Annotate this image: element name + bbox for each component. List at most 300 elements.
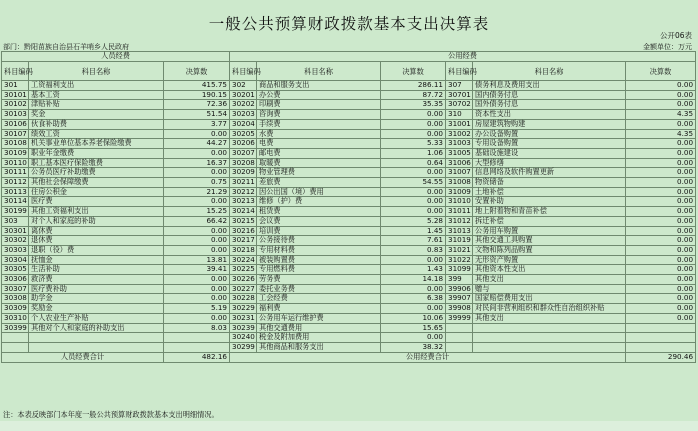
table-row: [2, 323, 696, 333]
cell-amount: 0.00: [381, 110, 446, 120]
cell-amount: 0.00: [381, 333, 446, 343]
cell-code: 399: [446, 275, 473, 285]
cell-amount: 72.36: [164, 100, 230, 110]
cell-amount: 15.65: [381, 323, 446, 333]
cell-code: 30215: [230, 216, 257, 226]
cell-amount: 0.00: [626, 100, 696, 110]
cell-code: 30107: [2, 129, 29, 139]
cell-amount: 0.00: [626, 304, 696, 314]
cell-amount: 0.00: [626, 207, 696, 217]
cell-code: 31012: [446, 216, 473, 226]
cell-amount: 51.54: [164, 110, 230, 120]
cell-amount: 1.43: [381, 265, 446, 275]
table-row: [2, 158, 696, 168]
cell-amount: 5.19: [164, 304, 230, 314]
cell-amount: 44.27: [164, 139, 230, 149]
cell-name: 对个人和家庭的补助: [29, 216, 164, 226]
cell-name: 维修（护）费: [257, 197, 381, 207]
table-row: [2, 255, 696, 265]
cell-code: 30207: [230, 148, 257, 158]
cell-amount: 0.00: [164, 129, 230, 139]
cell-name: 资本性支出: [473, 110, 626, 120]
personnel-total-value: 482.16: [164, 352, 230, 362]
cell-code: 30307: [2, 284, 29, 294]
cell-amount: 0.00: [381, 119, 446, 129]
cell-amount: [164, 342, 230, 352]
amount-unit: 金额单位：万元: [643, 43, 692, 51]
cell-code: 30240: [230, 333, 257, 343]
cell-name: 安置补助: [473, 197, 626, 207]
cell-amount: 4.35: [626, 129, 696, 139]
cell-name: 对民间非营利组织和群众性自治组织补贴: [473, 304, 626, 314]
cell-amount: 0.00: [381, 255, 446, 265]
cell-amount: 0.00: [164, 284, 230, 294]
cell-name: 被装购置费: [257, 255, 381, 265]
table-row: [2, 304, 696, 314]
cell-amount: 0.00: [626, 255, 696, 265]
cell-amount: 0.00: [626, 90, 696, 100]
cell-code: 30201: [230, 90, 257, 100]
cell-amount: 0.00: [626, 265, 696, 275]
cell-amount: 0.00: [381, 168, 446, 178]
cell-name: 商品和服务支出: [257, 81, 381, 91]
cell-name: 电费: [257, 139, 381, 149]
cell-amount: 0.00: [164, 275, 230, 285]
cell-code: 31009: [446, 187, 473, 197]
cell-code: 31022: [446, 255, 473, 265]
cell-name: 津贴补贴: [29, 100, 164, 110]
cell-name: 赠与: [473, 284, 626, 294]
table-row: [2, 90, 696, 100]
cell-code: 30208: [230, 158, 257, 168]
cell-name: 福利费: [257, 304, 381, 314]
cell-code: 31019: [446, 236, 473, 246]
cell-code: 31006: [446, 158, 473, 168]
cell-name: 基本工资: [29, 90, 164, 100]
table-row: [2, 197, 696, 207]
cell-name: 专用材料费: [257, 245, 381, 255]
cell-code: 31005: [446, 148, 473, 158]
cell-name: 因公出国（境）费用: [257, 187, 381, 197]
cell-name: 公务接待费: [257, 236, 381, 246]
col-amount-header: 决算数: [164, 62, 230, 81]
department-label: 部门：黔阳苗族自治县石羊哨乡人民政府: [3, 43, 129, 51]
cell-name: 其他交通工具购置: [473, 236, 626, 246]
cell-code: [446, 342, 473, 352]
cell-name: 公务员医疗补助缴费: [29, 168, 164, 178]
cell-amount: 0.00: [164, 197, 230, 207]
cell-code: [446, 333, 473, 343]
cell-code: 30310: [2, 313, 29, 323]
cell-code: 30701: [446, 90, 473, 100]
cell-amount: 0.00: [381, 129, 446, 139]
cell-name: 地上附着物和青苗补偿: [473, 207, 626, 217]
table-row: [2, 207, 696, 217]
cell-amount: 0.00: [626, 245, 696, 255]
table-row: [2, 168, 696, 178]
cell-amount: 21.29: [164, 187, 230, 197]
cell-name: 其他资本性支出: [473, 265, 626, 275]
cell-name: 伙食补助费: [29, 119, 164, 129]
col-code-header: 科目编码: [230, 62, 257, 81]
cell-code: [2, 342, 29, 352]
cell-name: 其他支出: [473, 313, 626, 323]
cell-code: 30209: [230, 168, 257, 178]
cell-amount: 87.72: [381, 90, 446, 100]
table-row: [2, 284, 696, 294]
cell-amount: [626, 323, 696, 333]
cell-amount: 0.00: [164, 245, 230, 255]
table-row: [2, 187, 696, 197]
cell-name: 其他工资福利支出: [29, 207, 164, 217]
cell-code: 30239: [230, 323, 257, 333]
cell-amount: 0.00: [626, 275, 696, 285]
cell-name: 离休费: [29, 226, 164, 236]
cell-name: 邮电费: [257, 148, 381, 158]
cell-code: 30229: [230, 304, 257, 314]
cell-amount: 0.00: [164, 168, 230, 178]
cell-code: 30224: [230, 255, 257, 265]
cell-code: 30702: [446, 100, 473, 110]
cell-name: 专用燃料费: [257, 265, 381, 275]
cell-amount: 0.00: [626, 294, 696, 304]
cell-code: 30212: [230, 187, 257, 197]
cell-name: 物资储备: [473, 178, 626, 188]
table-note: 注：本表反映部门本年度一般公共预算财政拨款基本支出明细情况。: [3, 410, 219, 419]
cell-amount: 0.00: [381, 207, 446, 217]
cell-code: 30101: [2, 90, 29, 100]
cell-code: 31003: [446, 139, 473, 149]
cell-amount: 0.83: [381, 245, 446, 255]
expenditure-table: [1, 51, 696, 363]
cell-name: 其他商品和服务支出: [257, 342, 381, 352]
cell-amount: 0.00: [381, 197, 446, 207]
cell-amount: 286.11: [381, 81, 446, 91]
cell-name: 职工基本医疗保险缴费: [29, 158, 164, 168]
cell-amount: 415.75: [164, 81, 230, 91]
cell-code: 302: [230, 81, 257, 91]
cell-name: 医疗费补助: [29, 284, 164, 294]
cell-name: 物业管理费: [257, 168, 381, 178]
cell-name: 信息网络及软件购置更新: [473, 168, 626, 178]
cell-amount: 0.00: [626, 168, 696, 178]
cell-amount: 0.00: [164, 226, 230, 236]
cell-amount: 0.00: [626, 197, 696, 207]
cell-name: 工会经费: [257, 294, 381, 304]
public-group-header: 公用经费: [230, 52, 696, 62]
cell-name: 税金及附加费用: [257, 333, 381, 343]
cell-amount: 10.06: [381, 313, 446, 323]
cell-amount: 1.06: [381, 148, 446, 158]
cell-code: 30103: [2, 110, 29, 120]
cell-code: 30216: [230, 226, 257, 236]
cell-name: 培训费: [257, 226, 381, 236]
table-row: [2, 236, 696, 246]
cell-amount: 0.00: [626, 178, 696, 188]
cell-amount: 14.18: [381, 275, 446, 285]
cell-code: 301: [2, 81, 29, 91]
cell-code: 30305: [2, 265, 29, 275]
cell-name: 其他对个人和家庭的补助支出: [29, 323, 164, 333]
cell-amount: 35.35: [381, 100, 446, 110]
cell-amount: 0.00: [626, 158, 696, 168]
cell-code: 310: [446, 110, 473, 120]
cell-code: 30225: [230, 265, 257, 275]
cell-code: 307: [446, 81, 473, 91]
cell-name: 绩效工资: [29, 129, 164, 139]
cell-code: 30113: [2, 187, 29, 197]
cell-name: 职业年金缴费: [29, 148, 164, 158]
cell-amount: 0.00: [381, 304, 446, 314]
table-row: [2, 342, 696, 352]
cell-code: 30114: [2, 197, 29, 207]
cell-amount: 0.00: [626, 119, 696, 129]
cell-amount: 54.55: [381, 178, 446, 188]
cell-name: 印刷费: [257, 100, 381, 110]
table-row: [2, 313, 696, 323]
cell-name: 会议费: [257, 216, 381, 226]
cell-amount: 0.00: [626, 139, 696, 149]
cell-name: 退职（役）费: [29, 245, 164, 255]
cell-code: 30218: [230, 245, 257, 255]
cell-code: 30213: [230, 197, 257, 207]
cell-amount: 66.42: [164, 216, 230, 226]
cell-name: 债务利息及费用支出: [473, 81, 626, 91]
col-name-header: 科目名称: [29, 62, 164, 81]
cell-code: 30108: [2, 139, 29, 149]
cell-name: 机关事业单位基本养老保险缴费: [29, 139, 164, 149]
cell-code: 31001: [446, 119, 473, 129]
cell-amount: 0.00: [626, 313, 696, 323]
col-amount-header: 决算数: [626, 62, 696, 81]
cell-code: 31007: [446, 168, 473, 178]
cell-code: 30231: [230, 313, 257, 323]
cell-code: 30306: [2, 275, 29, 285]
cell-amount: 0.00: [626, 226, 696, 236]
cell-amount: [164, 333, 230, 343]
cell-name: 房屋建筑物购建: [473, 119, 626, 129]
cell-name: 国家赔偿费用支出: [473, 294, 626, 304]
cell-name: 水费: [257, 129, 381, 139]
cell-code: 30112: [2, 178, 29, 188]
cell-name: 奖励金: [29, 304, 164, 314]
cell-amount: 5.28: [381, 216, 446, 226]
cell-amount: 5.33: [381, 139, 446, 149]
cell-name: 工资福利支出: [29, 81, 164, 91]
table-row: [2, 265, 696, 275]
cell-name: 救济费: [29, 275, 164, 285]
cell-code: 30303: [2, 245, 29, 255]
col-code-header: 科目编码: [446, 62, 473, 81]
personnel-total-label: 人员经费合计: [2, 352, 164, 362]
cell-name: [29, 333, 164, 343]
cell-amount: 0.00: [626, 148, 696, 158]
table-row: [2, 178, 696, 188]
col-name-header: 科目名称: [473, 62, 626, 81]
cell-name: 无形资产购置: [473, 255, 626, 265]
cell-code: 30205: [230, 129, 257, 139]
cell-name: 文物和陈列品购置: [473, 245, 626, 255]
table-row: [2, 139, 696, 149]
cell-name: 退休费: [29, 236, 164, 246]
cell-code: 30226: [230, 275, 257, 285]
table-row: [2, 100, 696, 110]
cell-code: 30299: [230, 342, 257, 352]
personnel-group-header: 人员经费: [2, 52, 230, 62]
cell-amount: 38.32: [381, 342, 446, 352]
cell-code: 30211: [230, 178, 257, 188]
cell-amount: 8.03: [164, 323, 230, 333]
cell-code: 39906: [446, 284, 473, 294]
table-row: [2, 245, 696, 255]
cell-amount: 0.64: [381, 158, 446, 168]
cell-code: 31002: [446, 129, 473, 139]
cell-code: 30304: [2, 255, 29, 265]
cell-amount: 0.00: [164, 148, 230, 158]
cell-code: 30202: [230, 100, 257, 110]
cell-name: 其他交通费用: [257, 323, 381, 333]
cell-amount: 16.37: [164, 158, 230, 168]
cell-code: 30102: [2, 100, 29, 110]
table-row: [2, 333, 696, 343]
sheet-bottom-strip: [0, 421, 698, 431]
cell-amount: 0.00: [381, 187, 446, 197]
form-code: 公开06表: [659, 31, 692, 40]
cell-code: 30309: [2, 304, 29, 314]
cell-name: 土地补偿: [473, 187, 626, 197]
table-row: [2, 81, 696, 91]
cell-amount: 0.00: [164, 294, 230, 304]
page-title: 一般公共预算财政拨款基本支出决算表: [208, 15, 490, 33]
cell-amount: 0.00: [626, 284, 696, 294]
cell-code: 30227: [230, 284, 257, 294]
cell-name: 咨询费: [257, 110, 381, 120]
cell-code: 31021: [446, 245, 473, 255]
cell-name: 助学金: [29, 294, 164, 304]
cell-code: 31013: [446, 226, 473, 236]
public-total-value: 290.46: [626, 352, 696, 362]
cell-name: 国内债务付息: [473, 90, 626, 100]
cell-code: 31011: [446, 207, 473, 217]
cell-name: 租赁费: [257, 207, 381, 217]
cell-code: 303: [2, 216, 29, 226]
cell-code: 30399: [2, 323, 29, 333]
table-row: [2, 275, 696, 285]
cell-amount: 0.00: [381, 284, 446, 294]
cell-name: 住房公积金: [29, 187, 164, 197]
cell-code: 39908: [446, 304, 473, 314]
cell-code: 30110: [2, 158, 29, 168]
cell-name: 其他社会保障缴费: [29, 178, 164, 188]
col-code-header: 科目编码: [2, 62, 29, 81]
cell-amount: 15.25: [164, 207, 230, 217]
cell-name: 拆迁补偿: [473, 216, 626, 226]
cell-name: 专用设备购置: [473, 139, 626, 149]
cell-name: 委托业务费: [257, 284, 381, 294]
table-row: [2, 119, 696, 129]
cell-code: 39907: [446, 294, 473, 304]
cell-name: 公务用车运行维护费: [257, 313, 381, 323]
cell-amount: 0.00: [626, 81, 696, 91]
cell-code: 30302: [2, 236, 29, 246]
cell-code: [2, 333, 29, 343]
cell-name: 公务用车购置: [473, 226, 626, 236]
cell-code: 30203: [230, 110, 257, 120]
cell-code: 30199: [2, 207, 29, 217]
cell-amount: 4.35: [626, 110, 696, 120]
cell-code: 31010: [446, 197, 473, 207]
cell-amount: 190.15: [164, 90, 230, 100]
cell-code: 30109: [2, 148, 29, 158]
cell-name: 办公费: [257, 90, 381, 100]
cell-code: 30204: [230, 119, 257, 129]
cell-amount: 0.00: [626, 236, 696, 246]
cell-amount: 0.00: [626, 216, 696, 226]
table-row: [2, 226, 696, 236]
cell-name: 奖金: [29, 110, 164, 120]
cell-name: 国外债务付息: [473, 100, 626, 110]
table-row: [2, 148, 696, 158]
cell-amount: 39.41: [164, 265, 230, 275]
cell-amount: [626, 333, 696, 343]
cell-name: 差旅费: [257, 178, 381, 188]
cell-amount: 0.00: [626, 187, 696, 197]
cell-name: 大型修缮: [473, 158, 626, 168]
cell-name: [473, 333, 626, 343]
cell-amount: 7.61: [381, 236, 446, 246]
col-name-header: 科目名称: [257, 62, 381, 81]
cell-amount: 0.00: [164, 313, 230, 323]
cell-code: 30217: [230, 236, 257, 246]
cell-name: 医疗费: [29, 197, 164, 207]
cell-code: 30111: [2, 168, 29, 178]
cell-code: 39999: [446, 313, 473, 323]
cell-name: [473, 342, 626, 352]
cell-amount: 1.45: [381, 226, 446, 236]
cell-name: [29, 342, 164, 352]
cell-name: 抚恤金: [29, 255, 164, 265]
cell-code: 30228: [230, 294, 257, 304]
public-total-label: 公用经费合计: [230, 352, 626, 362]
cell-code: 30106: [2, 119, 29, 129]
table-row: [2, 110, 696, 120]
cell-name: 手续费: [257, 119, 381, 129]
cell-amount: 0.00: [164, 236, 230, 246]
cell-name: 办公设备购置: [473, 129, 626, 139]
cell-amount: 0.75: [164, 178, 230, 188]
cell-amount: 13.81: [164, 255, 230, 265]
cell-name: 基础设施建设: [473, 148, 626, 158]
cell-code: 30214: [230, 207, 257, 217]
cell-amount: 6.38: [381, 294, 446, 304]
cell-code: 30308: [2, 294, 29, 304]
cell-name: 其他支出: [473, 275, 626, 285]
cell-code: 31099: [446, 265, 473, 275]
cell-name: 取暖费: [257, 158, 381, 168]
cell-code: 30206: [230, 139, 257, 149]
cell-name: 生活补助: [29, 265, 164, 275]
cell-code: 31008: [446, 178, 473, 188]
cell-code: 30301: [2, 226, 29, 236]
cell-amount: [626, 342, 696, 352]
cell-name: [473, 323, 626, 333]
cell-code: [446, 323, 473, 333]
col-amount-header: 决算数: [381, 62, 446, 81]
cell-name: 劳务费: [257, 275, 381, 285]
cell-name: 个人农业生产补贴: [29, 313, 164, 323]
cell-amount: 3.77: [164, 119, 230, 129]
table-row: [2, 216, 696, 226]
